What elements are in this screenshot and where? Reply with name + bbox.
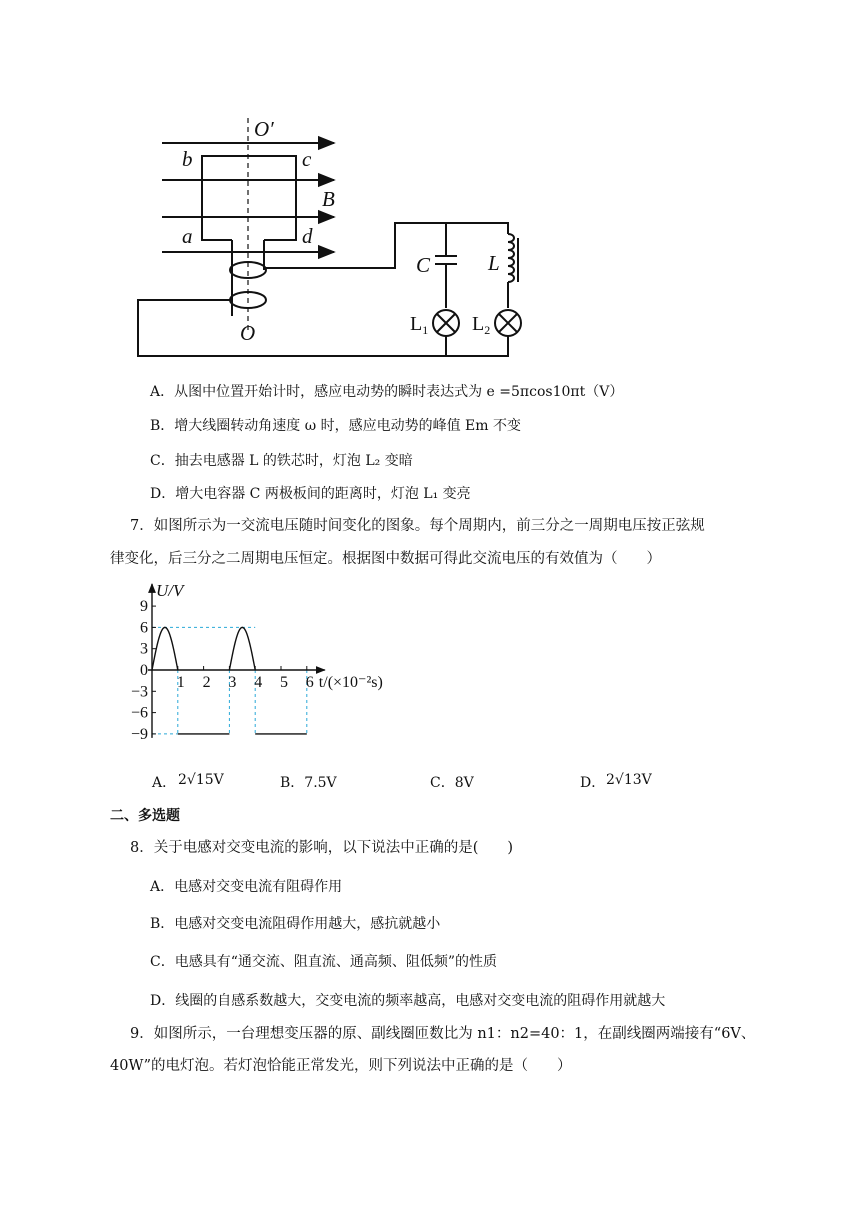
coil-loop <box>202 156 296 240</box>
label-c: c <box>302 147 312 171</box>
q7-stem-line2: 律变化，后三分之二周期电压恒定。根据图中数据可得此交流电压的有效值为（ ） <box>110 551 661 567</box>
label-inductor: L <box>488 251 500 275</box>
inductor-coil <box>508 234 514 282</box>
x-axis-title: t/(×10⁻²s) <box>318 674 383 691</box>
q7-option-a-label: A． <box>152 775 177 791</box>
q7-option-d-value: 2√13V <box>606 772 652 788</box>
voltage-time-chart <box>110 578 410 746</box>
q8-option-a: A．电感对交变电流有阻碍作用 <box>150 879 343 895</box>
label-lamp-l2: $L_2$ <box>472 313 491 337</box>
q7-option-a-value: 2√15V <box>178 772 224 788</box>
x-tick-label: 2 <box>202 674 211 691</box>
y-tick-label: 6 <box>140 619 148 637</box>
x-tick-label: 6 <box>305 674 314 691</box>
label-field-b: B <box>322 187 335 211</box>
y-axis-title: U/V <box>156 581 184 600</box>
y-tick-label: 0 <box>140 662 148 679</box>
y-tick-label: −3 <box>130 683 148 701</box>
label-capacitor: C <box>416 253 431 277</box>
x-tick-label: 3 <box>228 674 237 691</box>
q8-stem: 8．关于电感对交变电流的影响，以下说法中正确的是( ) <box>130 840 514 856</box>
x-tick-label: 4 <box>254 674 263 691</box>
figure-coil-circuit <box>120 110 540 370</box>
q7-option-b: B．7.5V <box>280 775 337 791</box>
label-d: d <box>302 224 313 248</box>
q9-stem-line1: 9．如图所示，一台理想变压器的原、副线圈匝数比为 n1：n2=40：1，在副线圈两端接有“6V、 <box>130 1026 756 1042</box>
q9-stem-line2: 40W”的电灯泡。若灯泡恰能正常发光，则下列说法中正确的是（ ） <box>110 1058 572 1074</box>
label-b: b <box>182 147 193 171</box>
section-multiple-choice: 二、多选题 <box>110 808 180 824</box>
label-a: a <box>182 224 193 248</box>
x-tick-label: 5 <box>280 674 288 691</box>
x-tick-label: 1 <box>176 674 185 691</box>
label-o-prime: O′ <box>254 117 274 141</box>
q7-option-c: C．8V <box>430 775 474 791</box>
q8-option-d: D．线圈的自感系数越大，交变电流的频率越高，电感对交变电流的阻碍作用就越大 <box>150 993 666 1009</box>
q7-option-d-label: D． <box>580 775 606 791</box>
series-sine-segment <box>229 627 255 670</box>
q6-option-b: B．增大线圈转动角速度 ω 时，感应电动势的峰值 Em 不变 <box>150 418 521 434</box>
label-o: O <box>240 321 256 345</box>
q6-option-c: C．抽去电感器 L 的铁芯时，灯泡 L₂ 变暗 <box>150 453 413 469</box>
q6-option-a: A．从图中位置开始计时，感应电动势的瞬时表达式为 e =5πcos10πt（V） <box>150 384 624 400</box>
q6-option-d: D．增大电容器 C 两极板间的距离时，灯泡 L₁ 变亮 <box>150 486 471 502</box>
y-tick-label: 3 <box>140 640 148 658</box>
q8-option-c: C．电感具有“通交流、阻直流、通高频、阻低频”的性质 <box>150 954 498 970</box>
y-tick-label: 9 <box>140 598 148 616</box>
y-tick-label: −6 <box>130 704 148 722</box>
y-tick-label: −9 <box>130 725 148 743</box>
q8-option-b: B．电感对交变电流阻碍作用越大，感抗就越小 <box>150 916 441 932</box>
series-sine-segment <box>152 627 178 670</box>
label-lamp-l1: $L_1$ <box>410 313 429 337</box>
q7-stem-line1: 7．如图所示为一交流电压随时间变化的图象。每个周期内，前三分之一周期电压按正弦规 <box>130 518 705 534</box>
